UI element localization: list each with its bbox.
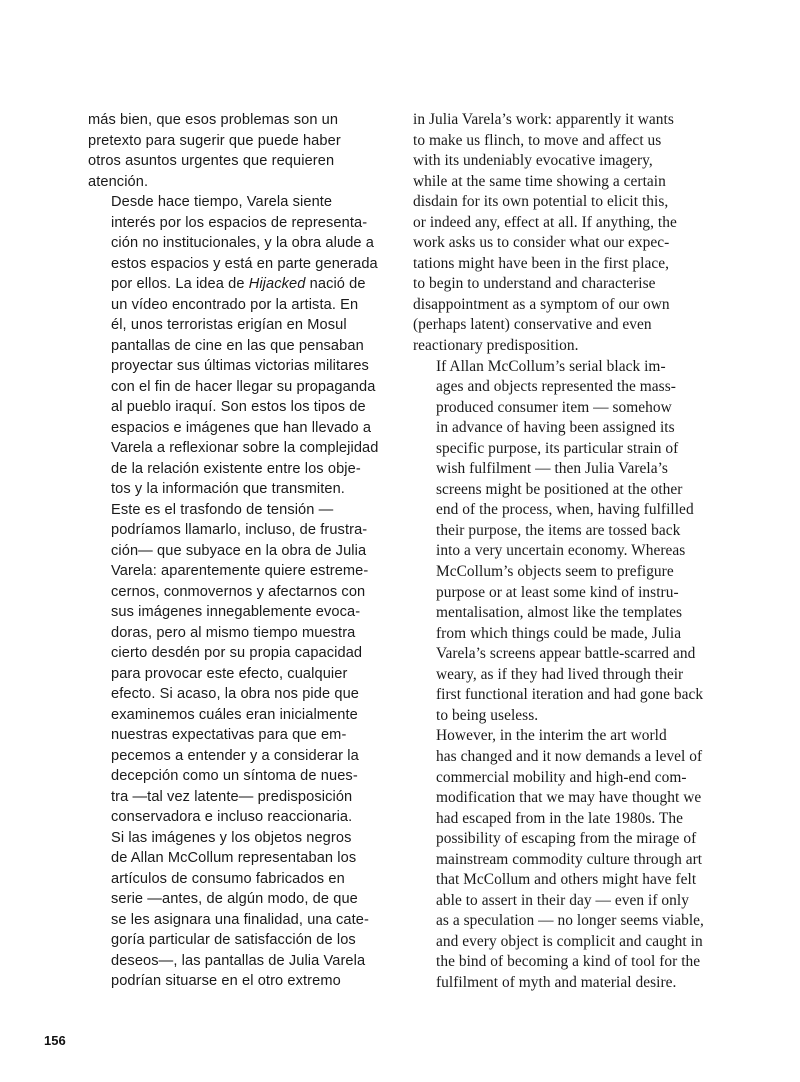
text-line: cernos, conmovernos y afectarnos con [111, 583, 366, 600]
text-line: tations might have been in the first place, [413, 254, 670, 272]
text-line: más bien, que esos problemas son un [88, 112, 339, 128]
text-line: in Julia Varela’s work: apparently it wants [413, 111, 674, 128]
text-line: has changed and it now demands a level of [436, 747, 703, 765]
paragraph [413, 110, 713, 357]
text-line: podríamos llamarlo, incluso, de frustra- [111, 522, 368, 538]
text-line: Varela’s screens appear battle-scarred and [436, 645, 696, 663]
text-line: pantallas de cine en las que pensaban [111, 337, 364, 354]
text-line: reactionary predisposition. [413, 337, 579, 355]
text-line: deseos—, las pantallas de Julia Varela [111, 952, 366, 969]
text-line: artículos de consumo fabricados en [111, 870, 345, 887]
text-line: able to assert in their day — even if only [436, 891, 689, 909]
text-line: into a very uncertain economy. Whereas [436, 542, 686, 560]
paragraph [88, 192, 378, 500]
text-line: commercial mobility and high-end com- [436, 768, 687, 786]
text-line: otros asuntos urgentes que requieren [88, 153, 335, 169]
text-line: examinemos cuáles eran inicialmente [111, 706, 358, 723]
paragraph [413, 726, 713, 993]
text-line: that McCollum and others might have felt [436, 871, 697, 889]
text-line: decepción como un síntoma de nues- [111, 768, 358, 784]
text-line: podrían situarse en el otro extremo [111, 973, 341, 989]
paragraph [88, 828, 378, 992]
text-line: de la relación existente entre los obje- [111, 460, 361, 477]
text-line: atención. [88, 173, 149, 190]
text-line: disdain for its own potential to elicit this, [413, 193, 669, 211]
text-line: or indeed any, effect at all. If anything, the [413, 213, 677, 231]
text-line: McCollum’s objects seem to prefigure [436, 563, 674, 581]
text-line: fulfilment of myth and material desire. [436, 973, 677, 991]
text-line: conservadora e incluso reaccionaria. [111, 809, 353, 825]
text-line: However, in the interim the art world [436, 727, 667, 745]
text-line: possibility of escaping from the mirage of [436, 830, 697, 848]
text-line: serie —antes, de algún modo, de que [111, 891, 358, 907]
text-line: had escaped from in the late 1980s. The [436, 809, 683, 827]
text-line: end of the process, when, having fulfilled [436, 501, 694, 519]
text-line: mentalisation, almost like the templates [436, 604, 683, 622]
text-line: para provocar este efecto, cualquier [111, 665, 348, 682]
text-line: as a speculation — no longer seems viable, [436, 912, 704, 930]
text-line: produced consumer item — somehow [436, 398, 672, 416]
text-line: tra —tal vez latente— predisposición [111, 788, 353, 805]
text-line: efecto. Si acaso, la obra nos pide que [111, 686, 360, 702]
text-line: proyectar sus últimas victorias militares [111, 358, 369, 374]
text-line: (perhaps latent) conservative and even [413, 316, 652, 334]
text-line: If Allan McCollum’s serial black im- [436, 357, 666, 375]
text-line: to make us flinch, to move and affect us [413, 131, 662, 149]
text-line: disappointment as a symptom of our own [413, 295, 670, 313]
text-line: tos y la información que transmiten. [111, 481, 345, 497]
text-line: ción no institucionales, y la obra alude a [111, 235, 374, 251]
text-line: mainstream commodity culture through art [436, 850, 703, 868]
text-line: modification that we may have thought we [436, 789, 702, 807]
text-line: pecemos a entender y a considerar la [111, 747, 359, 764]
text-line: their purpose, the items are tossed back [436, 521, 681, 539]
text-line: Desde hace tiempo, Varela siente [111, 194, 333, 210]
text-line: de Allan McCollum representaban los [111, 850, 357, 866]
text-line: specific purpose, its particular strain of [436, 439, 679, 457]
text-line: estos espacios y está en parte generada [111, 255, 378, 272]
text-line: from which things could be made, Julia [436, 624, 682, 642]
text-line: espacios e imágenes que han llevado a [111, 419, 372, 436]
text-line: Varela: aparentemente quiere estreme- [111, 563, 369, 579]
text-line: pretexto para sugerir que puede haber [88, 132, 341, 149]
text-line: first functional iteration and had gone back [436, 686, 704, 704]
text-line: Varela a reflexionar sobre la complejidad [111, 440, 379, 456]
page-number: 156 [44, 1033, 66, 1048]
text-line: un vídeo encontrado por la artista. En [111, 296, 359, 313]
text-line: él, unos terroristas erigían en Mosul [111, 317, 347, 333]
text-line: while at the same time showing a certain [413, 172, 666, 190]
text-line: interés por los espacios de representa- [111, 214, 368, 231]
text-line: al pueblo iraquí. Son estos los tipos de [111, 399, 366, 415]
text-line: weary, as if they had lived through their [436, 665, 684, 683]
text-line: se les asignara una finalidad, una cate- [111, 911, 369, 928]
text-line: screens might be positioned at the other [436, 480, 683, 498]
text-line: Este es el trasfondo de tensión — [111, 501, 334, 518]
text-line: Si las imágenes y los objetos negros [111, 829, 352, 846]
text-line: cierto desdén por su propia capacidad [111, 645, 363, 661]
spanish-text-column [88, 110, 378, 992]
text-line: wish fulfilment — then Julia Varela’s [436, 460, 668, 478]
text-line: goría particular de satisfacción de los [111, 932, 356, 948]
text-line: with its undeniably evocative imagery, [413, 152, 653, 170]
text-line: doras, pero al mismo tiempo muestra [111, 624, 356, 641]
text-line: the bind of becoming a kind of tool for the [436, 953, 701, 971]
text-line: por ellos. La idea de Hijacked nació de [111, 276, 366, 292]
text-line: purpose or at least some kind of instru- [436, 583, 679, 601]
text-line: nuestras expectativas para que em- [111, 727, 347, 743]
paragraph [88, 500, 378, 828]
text-line: work asks us to consider what our expec- [413, 234, 670, 252]
text-line: sus imágenes innegablemente evoca- [111, 604, 361, 620]
paragraph [88, 110, 378, 192]
text-line: to being useless. [436, 706, 539, 724]
text-line: ción— que subyace en la obra de Julia [111, 542, 367, 559]
text-line: to begin to understand and characterise [413, 275, 656, 293]
paragraph [413, 357, 713, 727]
text-line: con el fin de hacer llegar su propaganda [111, 378, 376, 395]
text-line: in advance of having been assigned its [436, 419, 675, 437]
text-line: ages and objects represented the mass- [436, 378, 676, 396]
english-text-column [413, 110, 713, 994]
text-line: and every object is complicit and caught in [436, 932, 703, 950]
